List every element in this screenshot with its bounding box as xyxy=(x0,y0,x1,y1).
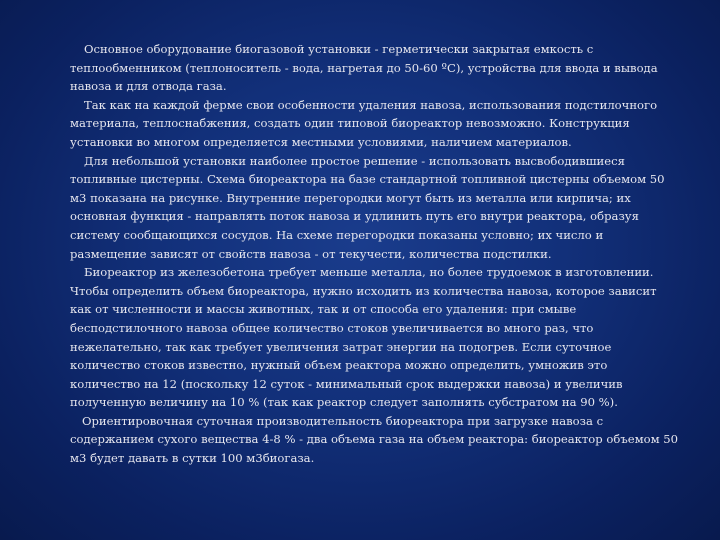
paragraph-farm-specifics: Так как на каждой ферме свои особенности удаления навоза, использования подстилочного материала, теплоснабжения, создать один типовой биореактор невозможно. Конструкция установки во многом определяется местными условиями, наличием материалов. xyxy=(70,97,658,149)
paragraph-gas-output: Ориентировочная суточная производительность биореактора при загрузке навоза с содержанием сухого вещества 4-8 % - два объема газа на объем реактора: биореактор объемом 50 м3 будет давать в сутки 100 м3биогаза. xyxy=(70,413,679,466)
paragraph-fuel-tank-solution: Для небольшой установки наиболее простое решение - использовать высвободившиеся топливные цистерны. Схема биореактора на базе стандартной топливной цистерны объемом 50 м3 показана на рисунке. Внутренние перегородки могут быть из металла или кирпича; их основная функция - направлять поток навоза и удлинить путь его внутри реактора, образуя систему сообщающихся сосудов. На схеме перегородки показаны условно; их число и размещение зависят от свойств навоза - от текучести, количества подстилки. xyxy=(70,153,665,261)
paragraph-reactor-volume: Биореактор из железобетона требует меньше металла, но более трудоемок в изготовлении. Чтобы определить объем биореактора, нужно исходить из количества навоза, которое зависит как от численности и массы животных, так и от способа его удаления: при смыве бесподстилочного навоза общее количество стоков увеличивается во много раз, что нежелательно, так как требует увеличения затрат энергии на подогрев. Если суточное количество стоков известно, нужный объем реактора можно определить, умножив это количество на 12 (поскольку 12 суток - минимальный срок выдержки навоза) и увеличив полученную величину на 10 % (так как реактор следует заполнять субстратом на 90 %). xyxy=(70,265,657,410)
slide-text-body xyxy=(70,40,680,468)
paragraph-main-equipment: Основное оборудование биогазовой установки - герметически закрытая емкость с теплообменником (теплоноситель - вода, нагретая до 50-60 ºС), устройства для ввода и вывода навоза и для отвода газа. xyxy=(70,42,658,94)
